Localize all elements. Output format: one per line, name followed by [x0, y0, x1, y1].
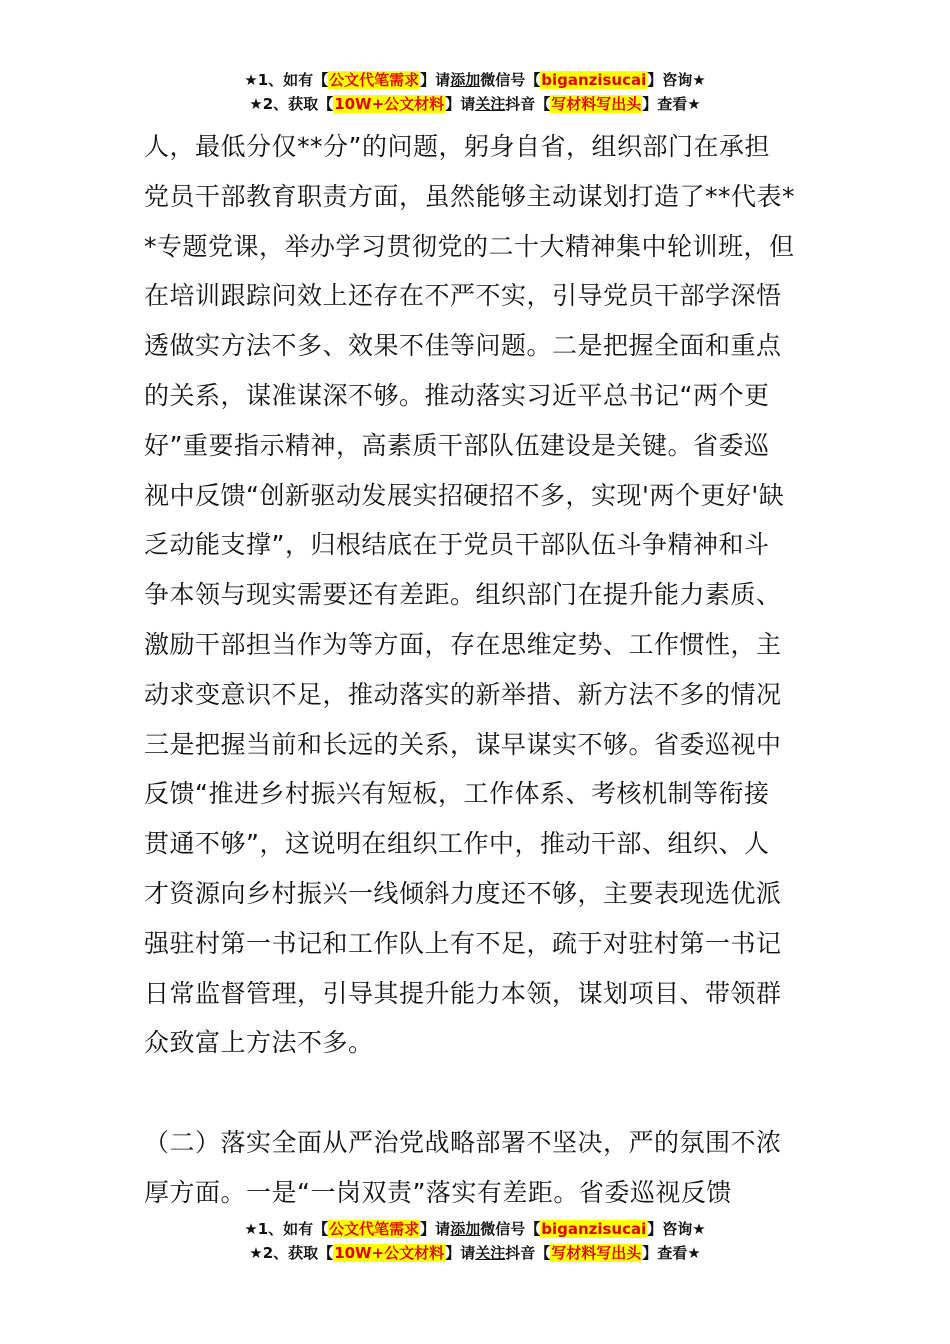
banner-text: ★1、如有【 [244, 1220, 329, 1238]
body-line: 激励干部担当作为等方面，存在思维定势、工作惯性，主 [144, 629, 782, 659]
banner-text: 】请 [420, 71, 451, 89]
banner-line-1 [0, 1217, 950, 1241]
section-line: 厚方面。一是“一岗双责”落实有差距。省委巡视反馈 [144, 1177, 732, 1207]
banner-text: 微信号【 [480, 1220, 541, 1238]
body-line: 透做实方法不多、效果不佳等问题。二是把握全面和重点 [144, 331, 782, 361]
banner-underlined-text: 添加 [450, 1220, 481, 1238]
banner-underlined-text: 关注 [475, 1244, 506, 1262]
banner-text: ★1、如有【 [244, 71, 329, 89]
banner-text: 抖音【 [505, 95, 551, 113]
header-banner [0, 68, 950, 116]
body-line: 的关系，谋准谋深不够。推动落实习近平总书记“两个更 [144, 380, 770, 410]
banner-text: 微信号【 [480, 71, 541, 89]
body-line: 视中反馈“创新驱动发展实招硬招不多，实现'两个更好'缺 [144, 480, 785, 510]
body-line: 三是把握当前和长远的关系，谋早谋实不够。省委巡视中 [144, 729, 782, 759]
banner-text: ★2、获取【 [249, 95, 334, 113]
body-line: 强驻村第一书记和工作队上有不足，疏于对驻村第一书记 [144, 928, 782, 958]
body-line: 在培训跟踪问效上还存在不严不实，引导党员干部学深悟 [144, 281, 782, 311]
banner-text: 】请 [445, 95, 476, 113]
banner-text: 】请 [445, 1244, 476, 1262]
body-line: 反馈“推进乡村振兴有短板，工作体系、考核机制等衔接 [144, 779, 770, 809]
banner-underlined-text: 添加 [450, 71, 481, 89]
banner-highlight: 公文代笔需求 [329, 71, 420, 89]
body-line: 日常监督管理，引导其提升能力本领，谋划项目、带领群 [144, 978, 782, 1008]
banner-text: ★2、获取【 [249, 1244, 334, 1262]
banner-highlight: 写材料写出头 [551, 95, 642, 113]
section-heading-line: （二）落实全面从严治党战略部署不坚决，严的氛围不浓 [144, 1127, 782, 1157]
banner-underlined-text: 关注 [475, 95, 506, 113]
banner-highlight: biganzisucai [541, 71, 647, 89]
banner-text: 】查看★ [642, 1244, 701, 1262]
banner-highlight: 写材料写出头 [551, 1244, 642, 1262]
paragraph-gap [144, 1068, 806, 1118]
body-line: 好”重要指示精神，高素质干部队伍建设是关键。省委巡 [144, 430, 770, 460]
body-line: 党员干部教育职责方面，虽然能够主动谋划打造了**代表* [144, 181, 796, 211]
banner-line-2 [0, 92, 950, 116]
document-body [144, 122, 806, 1218]
banner-text: 】请 [420, 1220, 451, 1238]
banner-line-1 [0, 68, 950, 92]
body-line: 才资源向乡村振兴一线倾斜力度还不够，主要表现选优派 [144, 878, 782, 908]
body-line: 贯通不够”，这说明在组织工作中，推动干部、组织、人 [144, 829, 770, 859]
banner-text: 抖音【 [505, 1244, 551, 1262]
banner-text: 】咨询★ [647, 71, 706, 89]
banner-text: 】查看★ [642, 95, 701, 113]
body-line: 争本领与现实需要还有差距。组织部门在提升能力素质、 [144, 580, 782, 610]
footer-banner [0, 1217, 950, 1265]
banner-highlight: 公文代笔需求 [329, 1220, 420, 1238]
banner-highlight: biganzisucai [541, 1220, 647, 1238]
banner-line-2 [0, 1241, 950, 1265]
body-line: *专题党课，举办学习贯彻党的二十大精神集中轮训班，但 [144, 231, 795, 261]
banner-text: 】咨询★ [647, 1220, 706, 1238]
body-line: 乏动能支撑”，归根结底在于党员干部队伍斗争精神和斗 [144, 530, 770, 560]
body-line: 众致富上方法不多。 [144, 1028, 374, 1058]
banner-highlight: 10W+公文材料 [334, 95, 445, 113]
body-line: 人，最低分仅**分”的问题，躬身自省，组织部门在承担 [144, 132, 770, 161]
body-line: 动求变意识不足，推动落实的新举措、新方法不多的情况 [144, 679, 782, 709]
banner-highlight: 10W+公文材料 [334, 1244, 445, 1262]
